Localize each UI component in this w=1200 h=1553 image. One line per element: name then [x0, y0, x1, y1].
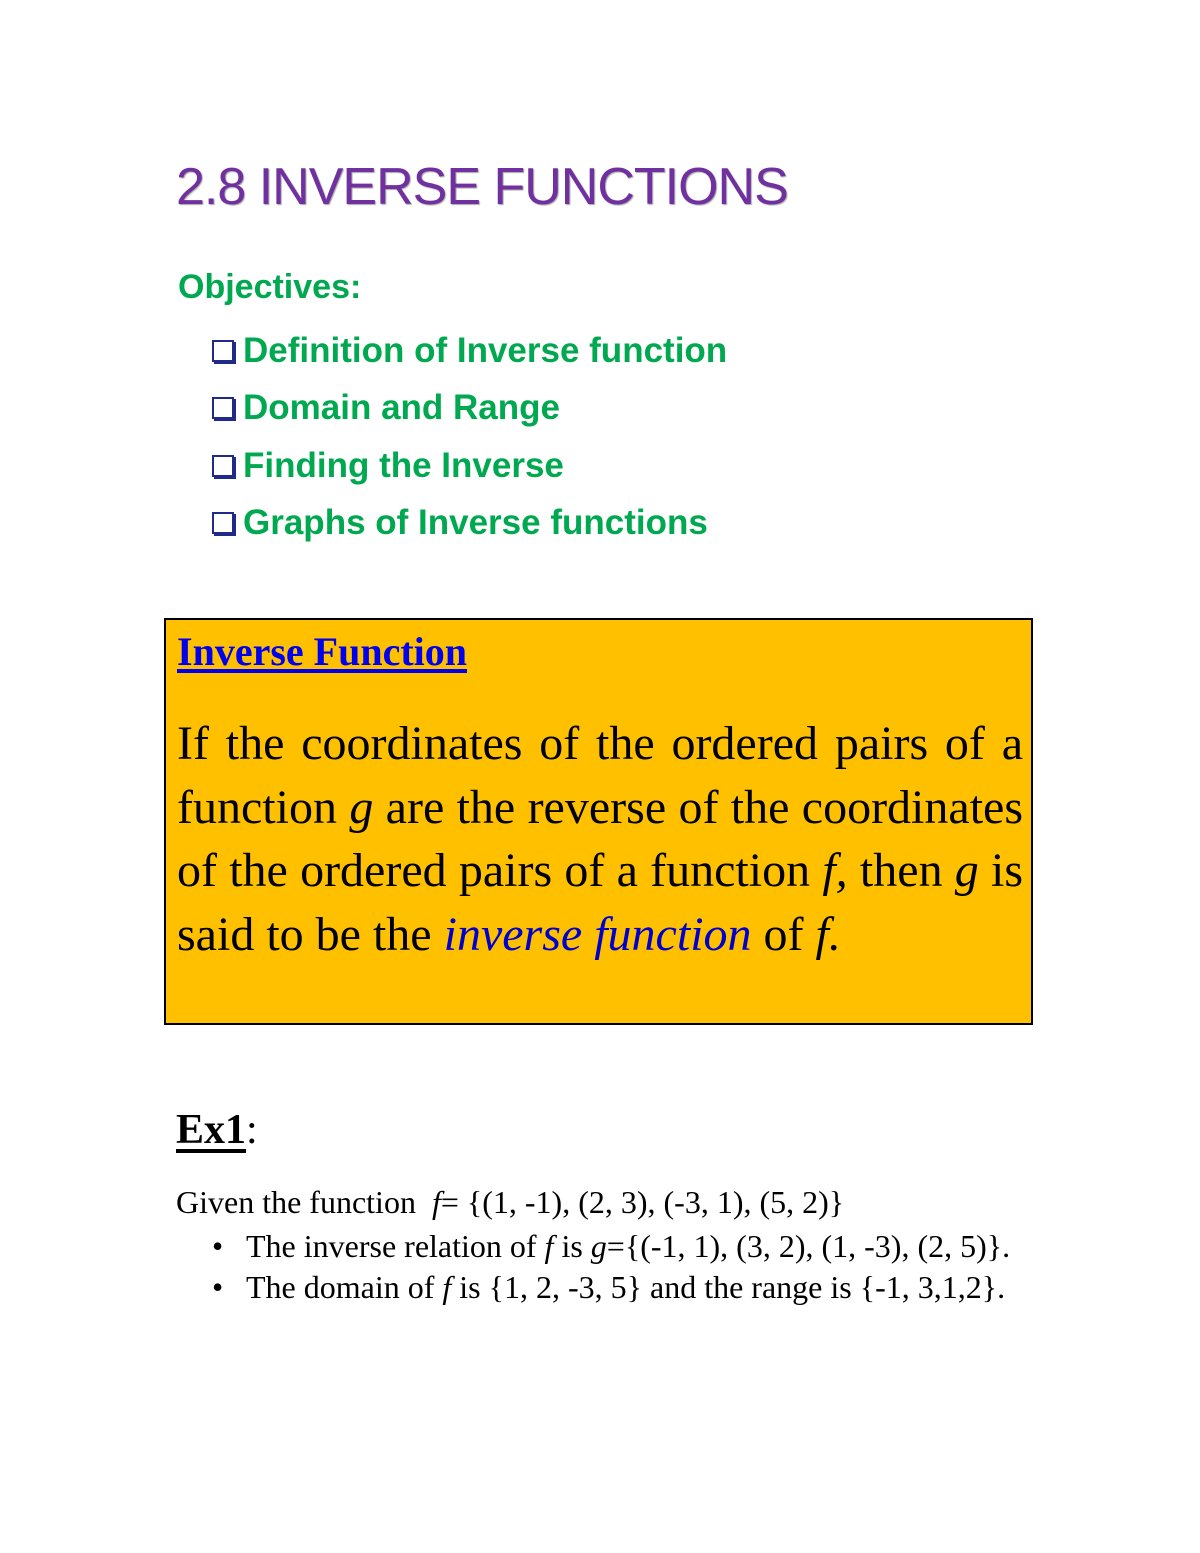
example-colon: : — [246, 1107, 258, 1153]
variable-f: f, — [822, 844, 848, 897]
example-bullets — [246, 1226, 1030, 1308]
definition-title: Inverse Function — [177, 629, 467, 674]
checkbox-icon — [212, 512, 234, 534]
example-given — [176, 1184, 844, 1221]
bullet-text: The domain of — [246, 1269, 435, 1305]
definition-segment: are the reverse of the coordinates of the ordered pairs of a function — [177, 780, 1024, 897]
definition-segment: is said to be the — [177, 844, 1024, 961]
example-label: Ex1 — [176, 1107, 247, 1153]
variable-g: g — [590, 1228, 607, 1264]
definition-term: inverse function — [443, 907, 752, 961]
variable-f: f — [544, 1228, 554, 1264]
list-item — [246, 1267, 1030, 1307]
given-text: Given the function — [176, 1184, 416, 1220]
definition-text — [177, 712, 1023, 966]
variable-g: g — [349, 780, 374, 834]
variable-f: f — [442, 1269, 452, 1305]
objective-item — [212, 437, 727, 495]
definition-segment: If the coordinates of the ordered pairs of a function — [177, 717, 1023, 834]
checkbox-icon — [212, 455, 234, 477]
variable-g: g — [954, 844, 979, 897]
objective-text: Graphs of Inverse functions — [243, 503, 708, 543]
checkbox-icon — [212, 397, 234, 419]
definition-segment: then — [859, 844, 943, 897]
bullet-text: is {1, 2, -3, 5} and the range is {-1, 3,1,2}. — [459, 1269, 1006, 1305]
checkbox-icon — [212, 340, 234, 362]
objective-text: Definition of Inverse function — [243, 330, 728, 370]
objectives-list — [212, 322, 727, 552]
objective-item — [212, 322, 727, 380]
variable-f: f — [431, 1184, 441, 1220]
objective-text: Domain and Range — [243, 388, 560, 428]
list-item — [246, 1226, 1030, 1266]
objective-item — [212, 380, 727, 438]
definition-segment: of — [763, 907, 804, 961]
bullet-text: The inverse relation of — [246, 1228, 537, 1264]
definition-box — [164, 618, 1033, 1025]
example-heading — [176, 1106, 258, 1154]
page-title: 2.8 INVERSE FUNCTIONS — [176, 158, 788, 216]
bullet-text: ={(-1, 1), (3, 2), (1, -3), (2, 5)}. — [606, 1228, 1011, 1264]
given-set: = {(1, -1), (2, 3), (-3, 1), (5, 2)} — [440, 1184, 845, 1220]
objectives-label: Objectives: — [178, 268, 362, 306]
objective-item — [212, 495, 727, 553]
bullet-text: is — [561, 1228, 583, 1264]
variable-f: f. — [815, 907, 841, 961]
objective-text: Finding the Inverse — [243, 445, 564, 485]
